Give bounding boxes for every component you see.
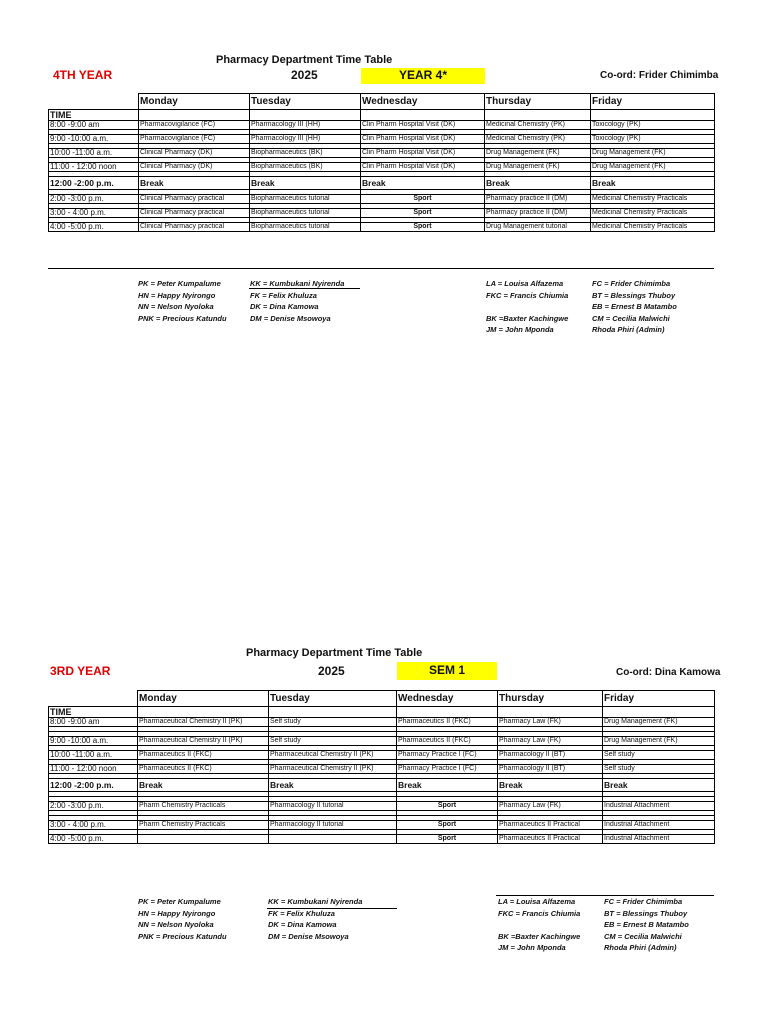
legend-entry: BT = Blessings Thuboy: [592, 290, 676, 300]
class-cell: Medicinal Chemistry (PK): [485, 135, 591, 144]
legend-entry: FC = Frider Chimimba: [604, 897, 683, 906]
table-row: [49, 121, 715, 130]
time-cell: 10:00 -11:00 a.m.: [49, 149, 139, 158]
break-cell: Break: [603, 779, 715, 792]
class-cell: Biopharmaceutics tutorial: [250, 209, 361, 218]
class-cell: Biopharmaceutics tutorial: [250, 223, 361, 232]
legend-column: [604, 896, 689, 954]
table-row: [49, 195, 715, 204]
header-day: Wednesday: [361, 94, 485, 110]
break-cell: Break: [361, 177, 485, 190]
table-row: [49, 149, 715, 158]
time-cell: 3:00 - 4:00 p.m.: [49, 821, 138, 830]
time-cell: 4:00 -5:00 p.m.: [49, 835, 138, 844]
time-cell: 3:00 - 4:00 p.m.: [49, 209, 139, 218]
class-cell: [138, 835, 269, 844]
class-cell: Pharmacology II (BT): [498, 751, 603, 760]
year-label: 3RD YEAR: [50, 664, 111, 678]
legend-entry: FC = Frider Chimimba: [592, 279, 671, 288]
legend-entry: EB = Ernest B Matambo: [592, 302, 677, 311]
legend-entry: KK = Kumbukani Nyirenda: [250, 279, 345, 288]
class-cell: Pharmaceutics II Practical: [498, 835, 603, 844]
legend-entry: Rhoda Phiri (Admin): [592, 325, 665, 334]
header-row: [49, 94, 715, 110]
legend-entry: KK = Kumbukani Nyirenda: [268, 897, 363, 906]
class-cell: Pharmacy Law (FK): [498, 802, 603, 811]
break-cell: Break: [139, 177, 250, 190]
class-cell: Clinical Pharmacy practical: [139, 223, 250, 232]
legend-entry: PK = Peter Kumpalume: [138, 279, 221, 288]
class-cell: Pharmaceutics II (FKC): [138, 765, 269, 774]
class-cell: Pharmacy Law (FK): [498, 737, 603, 746]
divider-line: [48, 268, 714, 269]
class-cell: [269, 835, 397, 844]
time-cell: 10:00 -11:00 a.m.: [49, 751, 138, 760]
sport-cell: Sport: [397, 802, 498, 811]
legend-column: [486, 278, 568, 336]
class-cell: Pharmacology III (HH): [250, 135, 361, 144]
class-cell: Clin Pharm Hospital Visit (DK): [361, 163, 485, 172]
department-title: Pharmacy Department Time Table: [246, 647, 423, 659]
table-row: [49, 209, 715, 218]
class-cell: Drug Management (FK): [485, 149, 591, 158]
legend-column: [498, 896, 580, 954]
legend-entry: DM = Denise Msowoya: [250, 313, 331, 323]
header-day: Tuesday: [250, 94, 361, 110]
year-value: 2025: [291, 68, 318, 82]
time-label: TIME: [49, 110, 139, 121]
class-cell: Pharmacy practice II (DM): [485, 209, 591, 218]
class-cell: Pharm Chemistry Practicals: [138, 802, 269, 811]
class-cell: Drug Management (FK): [603, 718, 715, 727]
break-cell: Break: [591, 177, 715, 190]
class-cell: Pharmaceutics II (FKC): [138, 751, 269, 760]
header-day: Tuesday: [269, 691, 397, 707]
class-cell: Pharmaceutical Chemistry II (PK): [269, 765, 397, 774]
class-cell: Pharmacology II tutorial: [269, 802, 397, 811]
time-cell: 2:00 -3:00 p.m.: [49, 802, 138, 811]
time-cell: 11:00 - 12:00 noon: [49, 765, 138, 774]
highlight-label: SEM 1: [397, 662, 497, 680]
class-cell: Drug Management (FK): [591, 149, 715, 158]
table-row: [49, 223, 715, 232]
legend-entry: DK = Dina Kamowa: [250, 302, 319, 311]
table-row: [49, 135, 715, 144]
legend-entry: FK = Felix Khuluza: [268, 908, 335, 918]
table-row: [49, 751, 715, 760]
timetable-year3: [0, 640, 768, 960]
header-day: Monday: [138, 691, 269, 707]
class-cell: Self study: [269, 718, 397, 727]
legend-column: [250, 278, 344, 324]
time-label: TIME: [49, 707, 138, 718]
table-row: [49, 163, 715, 172]
table-row: [49, 765, 715, 774]
legend-entry: Rhoda Phiri (Admin): [604, 943, 677, 952]
time-cell: 8:00 -9:00 am: [49, 121, 139, 130]
time-cell: 12:00 -2:00 p.m.: [49, 779, 138, 792]
class-cell: Pharmaceutical Chemistry II (PK): [269, 751, 397, 760]
break-cell: Break: [269, 779, 397, 792]
class-cell: Pharmaceutics II Practical: [498, 821, 603, 830]
legend-entry: PNK = Precious Katundu: [138, 931, 227, 941]
legend-entry: CM = Cecilia Malwichi: [604, 931, 682, 941]
class-cell: Drug Management (FK): [591, 163, 715, 172]
time-cell: 11:00 - 12:00 noon: [49, 163, 139, 172]
legend-entry: CM = Cecilia Malwichi: [592, 313, 670, 323]
legend-entry: NN = Nelson Nyoloka: [138, 302, 214, 311]
legend-column: [592, 278, 677, 336]
class-cell: Drug Management tutorial: [485, 223, 591, 232]
time-row: [49, 110, 715, 121]
sport-cell: Sport: [397, 821, 498, 830]
class-cell: Pharmaceutics II (FKC): [397, 737, 498, 746]
legend-entry: [498, 919, 580, 931]
break-cell: Break: [138, 779, 269, 792]
class-cell: Pharmacy Law (FK): [498, 718, 603, 727]
legend-entry: FKC = Francis Chiumia: [486, 290, 569, 300]
legend-entry: JM = John Mponda: [486, 325, 554, 334]
legend-entry: DK = Dina Kamowa: [268, 920, 337, 929]
sport-cell: Sport: [361, 223, 485, 232]
legend-entry: FK = Felix Khuluza: [250, 290, 317, 300]
class-cell: Pharmacy Practice I (FC): [397, 765, 498, 774]
year-label: 4TH YEAR: [53, 68, 113, 82]
class-cell: Industrial Attachment: [603, 821, 715, 830]
table-row: [49, 718, 715, 727]
class-cell: Pharmacy Practice I (FC): [397, 751, 498, 760]
class-cell: Clin Pharm Hospital Visit (DK): [361, 121, 485, 130]
break-row: [49, 779, 715, 792]
header-row: [49, 691, 715, 707]
department-title: Pharmacy Department Time Table: [216, 54, 393, 66]
header-day: Friday: [603, 691, 715, 707]
class-cell: Self study: [603, 765, 715, 774]
class-cell: Medicinal Chemistry Practicals: [591, 195, 715, 204]
time-cell: 2:00 -3:00 p.m.: [49, 195, 139, 204]
header-day: Thursday: [498, 691, 603, 707]
legend-entry: BK =Baxter Kachingwe: [486, 313, 569, 323]
header-day: Wednesday: [397, 691, 498, 707]
time-cell: 8:00 -9:00 am: [49, 718, 138, 727]
legend-entry: [486, 301, 568, 313]
class-cell: Pharmacology III (HH): [250, 121, 361, 130]
legend-column: [138, 278, 227, 324]
table-row: [49, 835, 715, 844]
time-cell: 9:00 -10:00 a.m.: [49, 737, 138, 746]
class-cell: Pharmaceutical Chemistry II (PK): [138, 718, 269, 727]
time-row: [49, 707, 715, 718]
legend-entry: BK =Baxter Kachingwe: [498, 931, 581, 941]
sport-cell: Sport: [361, 209, 485, 218]
legend-entry: EB = Ernest B Matambo: [604, 920, 689, 929]
class-cell: Toxicology (PK): [591, 135, 715, 144]
legend-entry: BT = Blessings Thuboy: [604, 908, 688, 918]
timetable-grid: [48, 93, 715, 232]
class-cell: Medicinal Chemistry Practicals: [591, 209, 715, 218]
break-cell: Break: [485, 177, 591, 190]
break-cell: Break: [397, 779, 498, 792]
class-cell: Pharmacovigilance (FC): [139, 135, 250, 144]
header-day: Monday: [139, 94, 250, 110]
class-cell: Self study: [269, 737, 397, 746]
class-cell: Pharmacovigilance (FC): [139, 121, 250, 130]
table-row: [49, 737, 715, 746]
class-cell: Industrial Attachment: [603, 835, 715, 844]
time-cell: 4:00 -5:00 p.m.: [49, 223, 139, 232]
legend-column: [268, 896, 362, 942]
class-cell: Biopharmaceutics tutorial: [250, 195, 361, 204]
class-cell: Self study: [603, 751, 715, 760]
time-cell: 12:00 -2:00 p.m.: [49, 177, 139, 190]
coordinator: Co-ord: Dina Kamowa: [616, 667, 721, 678]
timetable-grid: [48, 690, 715, 844]
class-cell: Drug Management (FK): [603, 737, 715, 746]
legend-entry: PK = Peter Kumpalume: [138, 897, 221, 906]
table-row: [49, 802, 715, 811]
sport-cell: Sport: [361, 195, 485, 204]
sport-cell: Sport: [397, 835, 498, 844]
class-cell: Biopharmaceutics (BK): [250, 163, 361, 172]
class-cell: Clinical Pharmacy (DK): [139, 163, 250, 172]
break-cell: Break: [250, 177, 361, 190]
class-cell: Toxicology (PK): [591, 121, 715, 130]
legend-entry: FKC = Francis Chiumia: [498, 908, 581, 918]
class-cell: Pharmacology II (BT): [498, 765, 603, 774]
legend-entry: JM = John Mponda: [498, 943, 566, 952]
class-cell: Clinical Pharmacy practical: [139, 209, 250, 218]
header-day: Thursday: [485, 94, 591, 110]
class-cell: Pharm Chemistry Practicals: [138, 821, 269, 830]
legend-entry: NN = Nelson Nyoloka: [138, 920, 214, 929]
legend-entry: HN = Happy Nyirongo: [138, 908, 216, 918]
class-cell: Clin Pharm Hospital Visit (DK): [361, 135, 485, 144]
table-row: [49, 821, 715, 830]
class-cell: Clinical Pharmacy practical: [139, 195, 250, 204]
legend-entry: HN = Happy Nyirongo: [138, 290, 216, 300]
class-cell: Pharmaceutics II (FKC): [397, 718, 498, 727]
class-cell: Pharmaceutical Chemistry II (PK): [138, 737, 269, 746]
legend-entry: PNK = Precious Katundu: [138, 313, 227, 323]
legend-entry: DM = Denise Msowoya: [268, 931, 349, 941]
legend-entry: LA = Louisa Alfazema: [498, 897, 576, 906]
class-cell: Industrial Attachment: [603, 802, 715, 811]
break-row: [49, 177, 715, 190]
class-cell: Pharmacology II tutorial: [269, 821, 397, 830]
class-cell: Clin Pharm Hospital Visit (DK): [361, 149, 485, 158]
year-value: 2025: [318, 664, 345, 678]
legend-entry: LA = Louisa Alfazema: [486, 279, 564, 288]
class-cell: Medicinal Chemistry (PK): [485, 121, 591, 130]
class-cell: Biopharmaceutics (BK): [250, 149, 361, 158]
class-cell: Drug Management (FK): [485, 163, 591, 172]
class-cell: Medicinal Chemistry Practicals: [591, 223, 715, 232]
header-day: Friday: [591, 94, 715, 110]
time-cell: 9:00 -10:00 a.m.: [49, 135, 139, 144]
highlight-label: YEAR 4*: [361, 68, 485, 84]
timetable-year4: [0, 0, 768, 340]
coordinator: Co-ord: Frider Chimimba: [600, 70, 719, 81]
class-cell: Clinical Pharmacy (DK): [139, 149, 250, 158]
legend-column: [138, 896, 227, 942]
break-cell: Break: [498, 779, 603, 792]
class-cell: Pharmacy practice II (DM): [485, 195, 591, 204]
